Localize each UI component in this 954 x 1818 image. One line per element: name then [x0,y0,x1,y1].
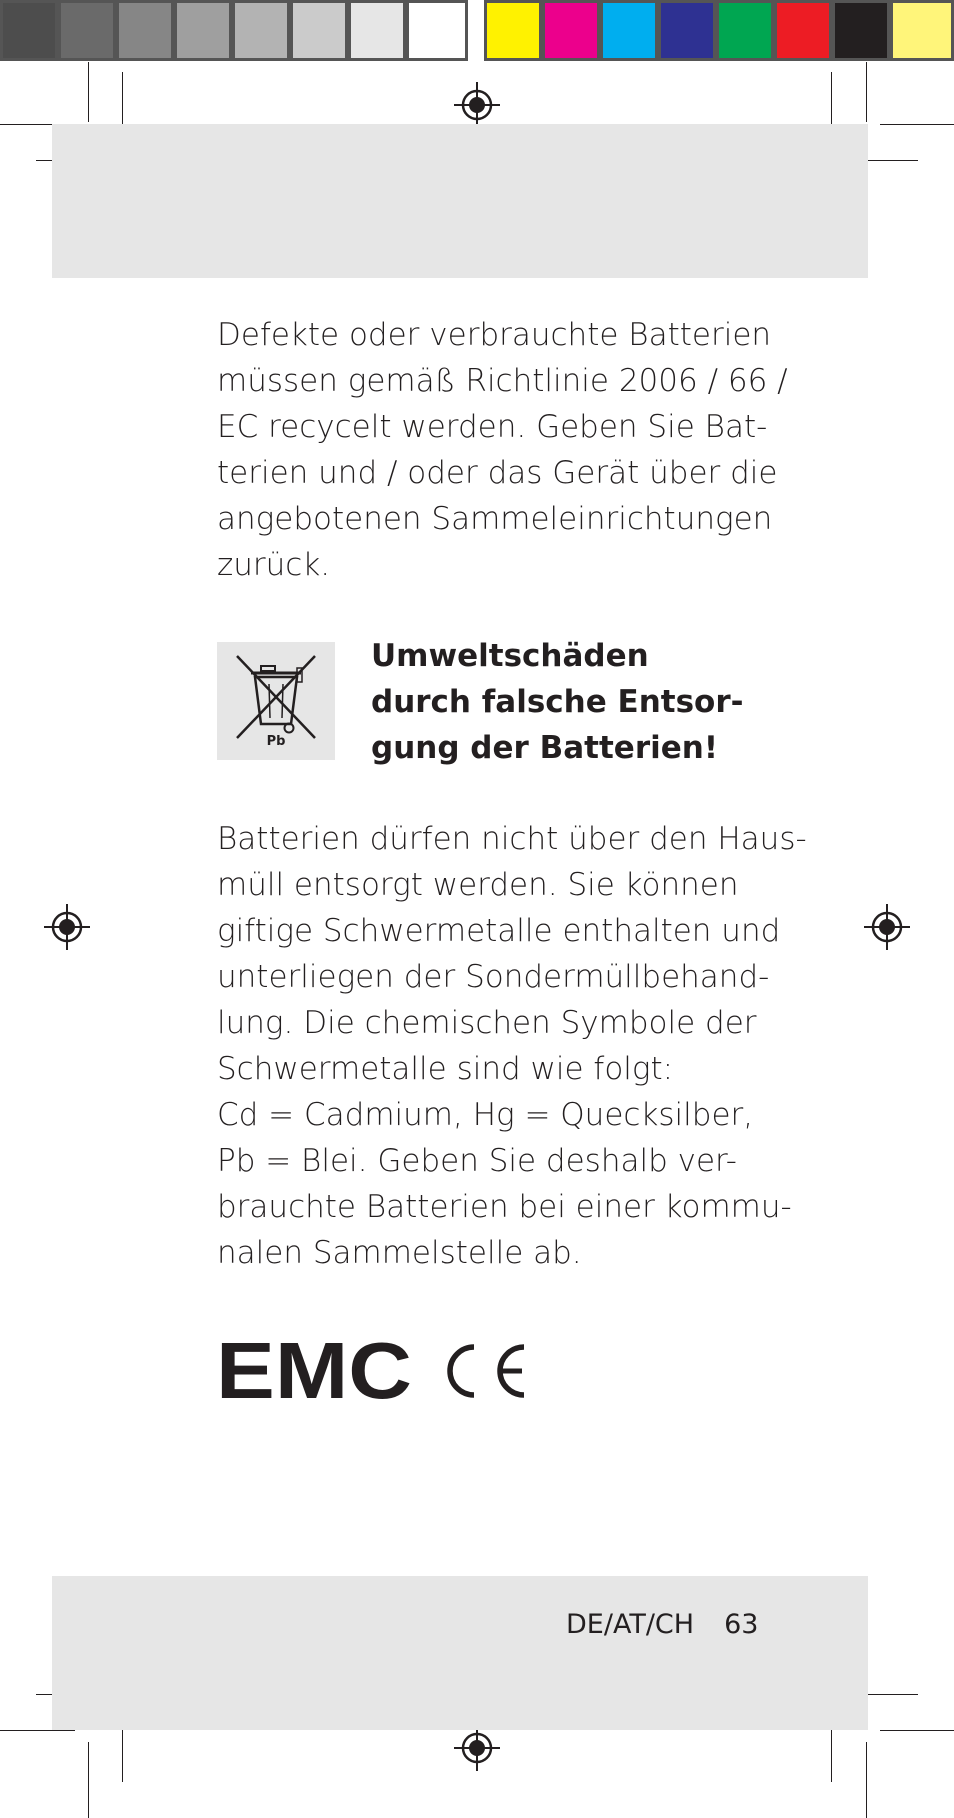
page-footer [566,1605,758,1645]
gray-swatch-3 [116,0,174,61]
gray-swatch-6 [290,0,348,61]
paragraph-battery-recycling [217,312,788,588]
magenta-swatch [542,0,600,61]
crop-mark [0,1730,75,1731]
text-line: Pb = Blei. Geben Sie deshalb ver- [217,1143,737,1179]
text-line: terien und / oder das Gerät über die [217,455,778,491]
text-line: lung. Die chemischen Symbole der [217,1005,757,1041]
crop-mark [880,1730,954,1731]
green-swatch [716,0,774,61]
yellow-swatch [484,0,542,61]
text-line: Batterien dürfen nicht über den Haus- [217,821,807,857]
crop-mark [868,160,918,161]
text-line: giftige Schwermetalle enthalten und [217,913,781,949]
crop-mark [880,124,954,125]
blue-swatch [658,0,716,61]
black-swatch [832,0,890,61]
header-band [52,124,868,278]
gray-swatch-5 [232,0,290,61]
text-line: müll entsorgt werden. Sie können [217,867,739,903]
ce-mark-icon [440,1341,530,1401]
gray-swatch-8 [406,0,468,61]
crop-mark [88,62,89,122]
gray-swatch-1 [0,0,58,61]
pb-label: Pb [266,734,286,749]
text-line: nalen Sammelstelle ab. [217,1235,582,1271]
text-line: Defekte oder verbrauchte Batterien [217,317,772,353]
registration-mark-top [452,80,502,130]
red-swatch [774,0,832,61]
text-line: müssen gemäß Richtlinie 2006 / 66 / [217,363,788,399]
gray-swatch-4 [174,0,232,61]
text-line: brauchte Batterien bei einer kommu- [217,1189,792,1225]
page-number: 63 [724,1609,759,1640]
heading-line: Umweltschäden [371,638,649,674]
heading-line: durch falsche Entsor- [371,684,744,720]
text-line: angebotenen Sammeleinrichtungen [217,501,773,537]
emc-logo [216,1336,412,1402]
footer-band [52,1576,868,1730]
text-line: Schwermetalle sind wie folgt: [217,1051,674,1087]
printer-color-bar [0,0,954,61]
registration-mark-bottom [452,1723,502,1773]
gray-swatch-2 [58,0,116,61]
crop-mark [88,1742,89,1818]
footer-region: DE/AT/CH [566,1609,695,1640]
crop-mark [868,1694,918,1695]
emc-logo-text: EMC [216,1336,412,1402]
crop-mark [866,62,867,122]
weee-bin-icon [217,642,335,760]
registration-mark-right [862,902,912,952]
text-line: zurück. [217,547,331,583]
paragraph-heavy-metals [217,816,807,1276]
registration-mark-left [42,902,92,952]
gray-swatch-7 [348,0,406,61]
text-line: EC recycelt werden. Geben Sie Bat- [217,409,768,445]
text-line: Cd = Cadmium, Hg = Quecksilber, [217,1097,754,1133]
light-yellow-swatch [890,0,954,61]
heading-line: gung der Batterien! [371,730,718,766]
warning-heading [371,633,791,771]
cyan-swatch [600,0,658,61]
text-line: unterliegen der Sondermüllbehand- [217,959,770,995]
crop-mark [866,1742,867,1818]
